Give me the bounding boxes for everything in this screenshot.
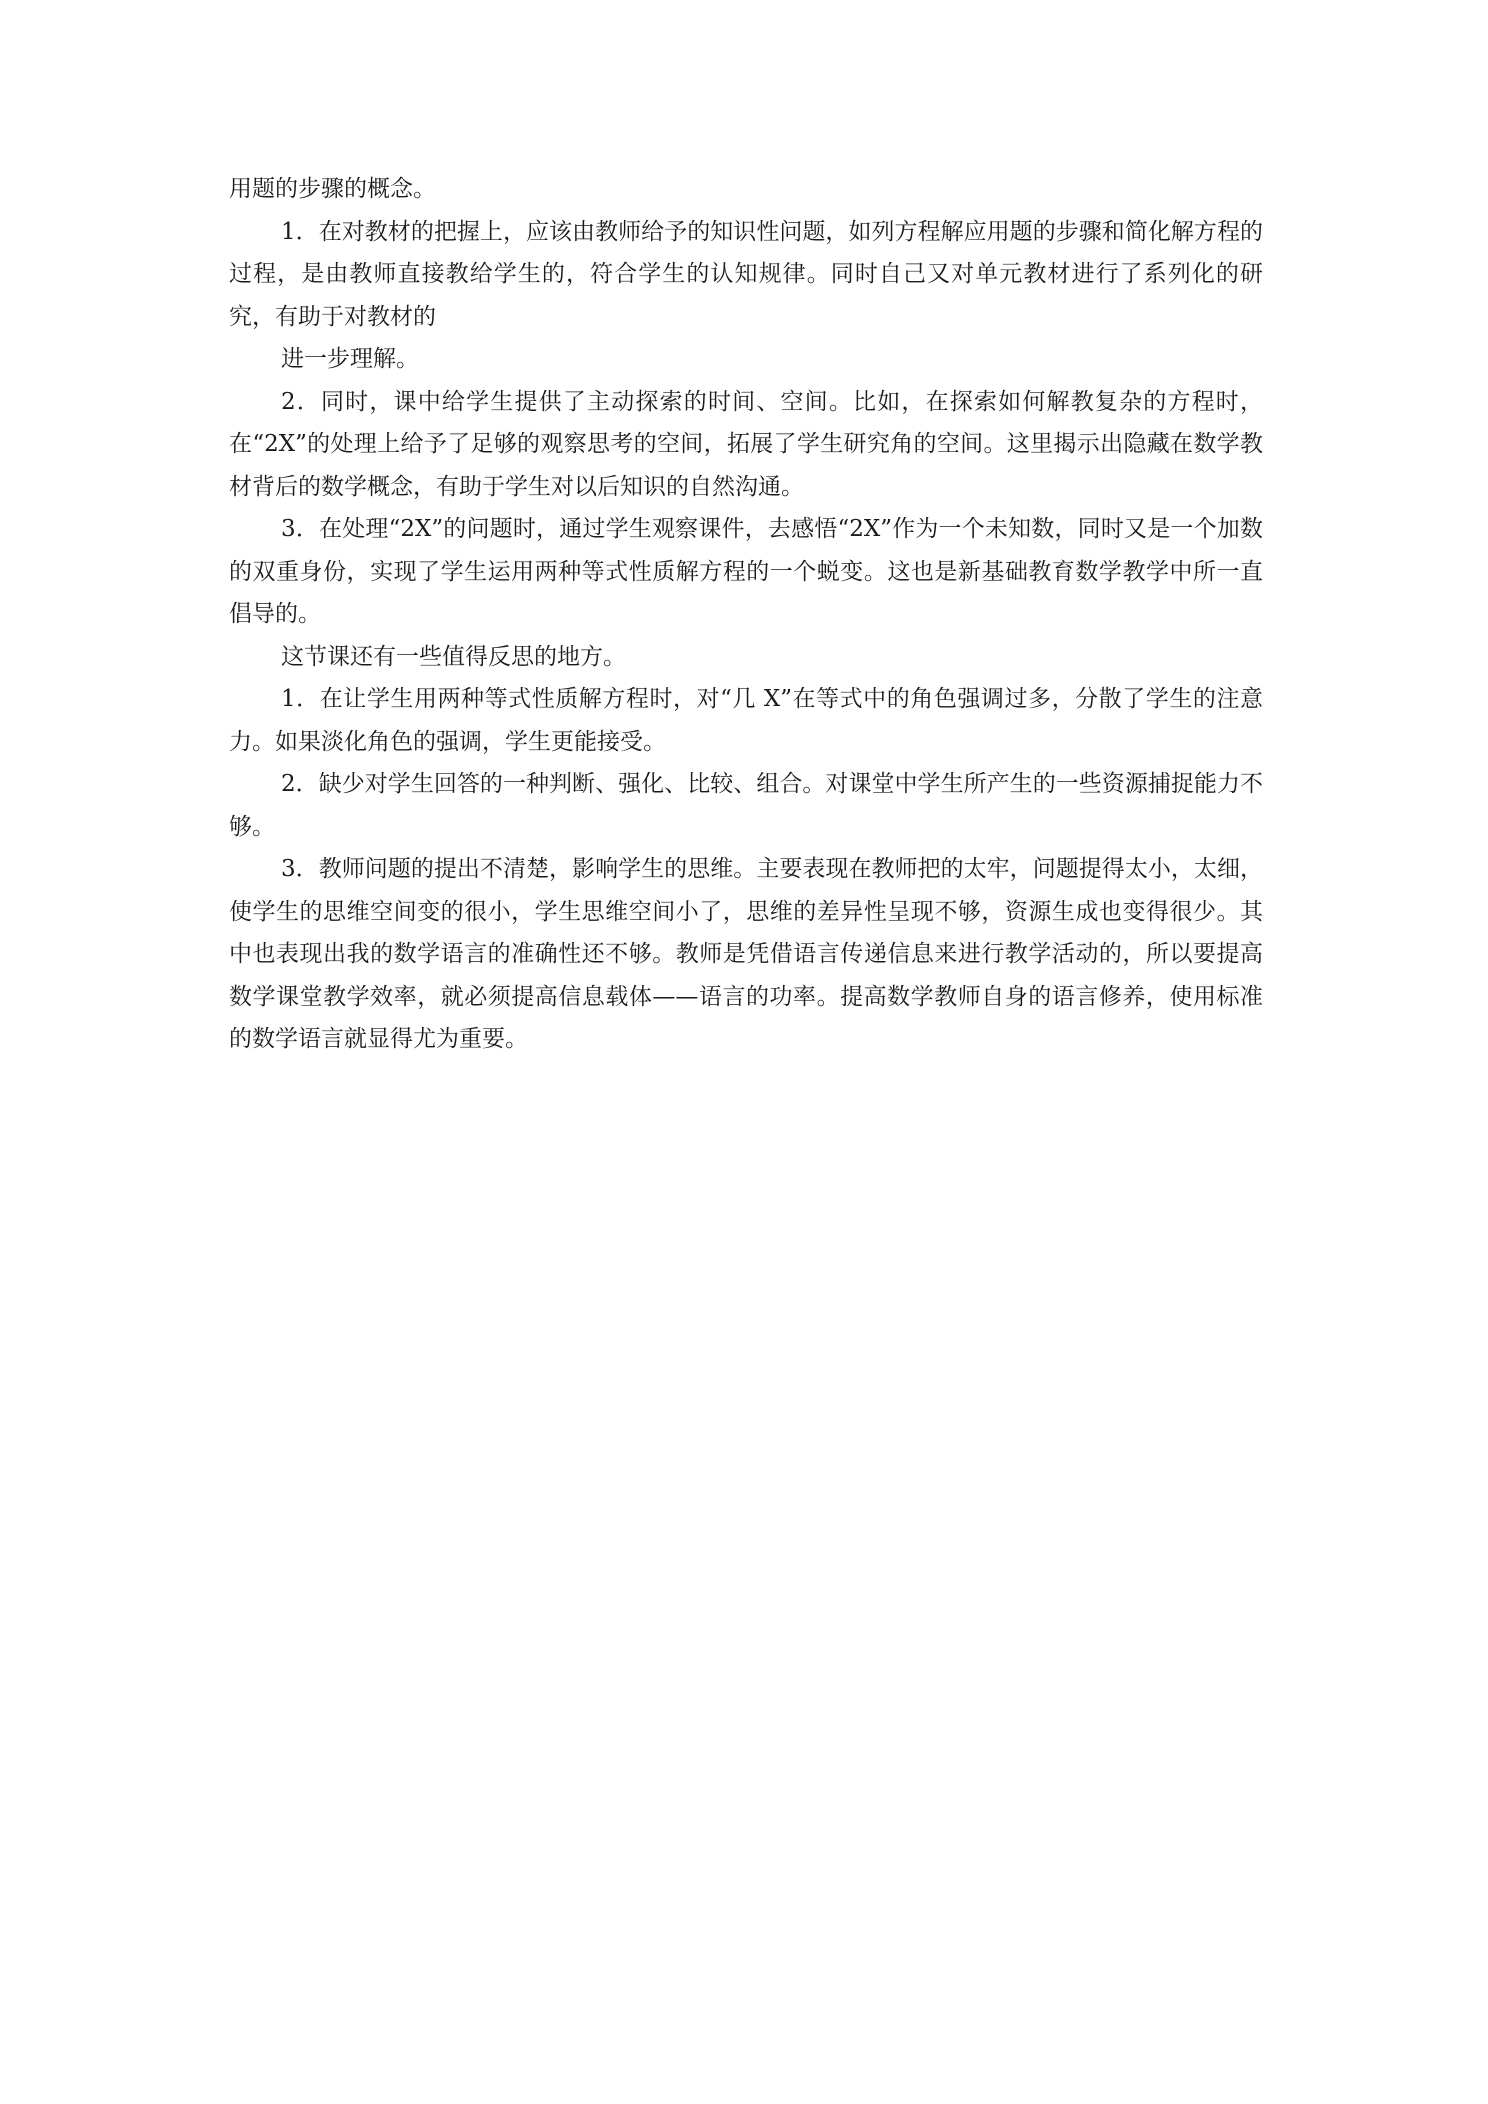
paragraph-reflection-intro: 这节课还有一些值得反思的地方。 [281, 643, 626, 670]
paragraph-continuation: 用题的步骤的概念。 [229, 176, 436, 202]
paragraph-point-3: 3．在处理“2X”的问题时，通过学生观察课件，去感悟“2X”作为一个未知数，同时又是一个加数的双重身份，实现了学生运用两种等式性质解方程的一个蜕变。这也是新基础教育数学教学中所一直倡导的。 [229, 516, 1263, 627]
document-body [229, 168, 1263, 1061]
paragraph-reflection-3: 3．教师问题的提出不清楚，影响学生的思维。主要表现在教师把的太牢，问题提得太小，太细，使学生的思维空间变的很小，学生思维空间小了，思维的差异性呈现不够，资源生成也变得很少。其中也表现出我的数学语言的准确性还不够。教师是凭借语言传递信息来进行教学活动的，所以要提高数学课堂教学效率，就必须提高信息载体——语言的功率。提高数学教师自身的语言修养，使用标准的数学语言就显得尤为重要。 [229, 856, 1263, 1052]
paragraph-point-2: 2．同时，课中给学生提供了主动探索的时间、空间。比如，在探索如何解教复杂的方程时，在“2X”的处理上给予了足够的观察思考的空间，拓展了学生研究角的空间。这里揭示出隐藏在数学教材背后的数学概念，有助于学生对以后知识的自然沟通。 [229, 388, 1263, 500]
paragraph-reflection-1: 1．在让学生用两种等式性质解方程时，对“几 X”在等式中的角色强调过多，分散了学生的注意力。如果淡化角色的强调，学生更能接受。 [229, 686, 1263, 755]
paragraph-reflection-2: 2．缺少对学生回答的一种判断、强化、比较、组合。对课堂中学生所产生的一些资源捕捉能力不够。 [229, 771, 1263, 840]
paragraph-point-1: 1．在对教材的把握上，应该由教师给予的知识性问题，如列方程解应用题的步骤和简化解方程的过程，是由教师直接教给学生的，符合学生的认知规律。同时自己又对单元教材进行了系列化的研究，有助于对教材的 [229, 218, 1263, 330]
paragraph-point-1-continued: 进一步理解。 [281, 346, 419, 372]
